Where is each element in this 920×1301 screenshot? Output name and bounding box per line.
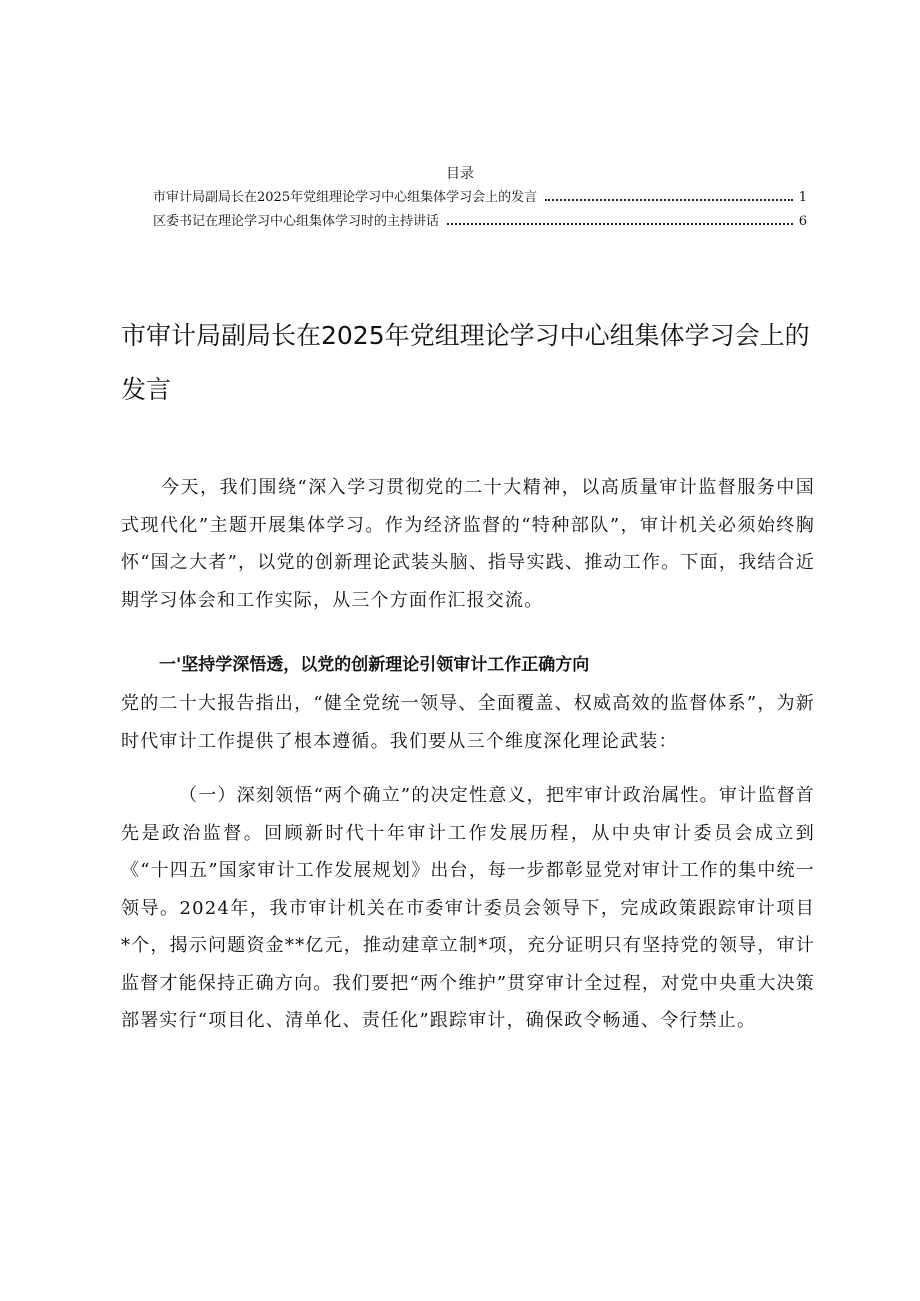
- toc-title: 目录: [446, 166, 474, 182]
- section-heading: 一'坚持学深悟透，以党的创新理论引领审计工作正确方向: [159, 655, 590, 675]
- toc-entry-text: 区委书记在理论学习中心组集体学习时的主持讲话: [153, 214, 440, 229]
- document-title: 市审计局副局长在2025年党组理论学习中心组集体学习会上的发言: [121, 321, 810, 404]
- section-paragraph: 党的二十大报告指出，“健全党统一领导、全面覆盖、权威高效的监督体系”，为新时代审计工作提供了根本遵循。我们要从三个维度深化理论武装：: [121, 693, 815, 752]
- toc-entry[interactable]: [153, 212, 807, 232]
- toc-leader-dots: [447, 222, 793, 225]
- toc-entry-page: 1: [798, 190, 807, 205]
- toc-leader-dots: [545, 198, 793, 201]
- point-one-paragraph: （一）深刻领悟“两个确立”的决定性意义，把牢审计政治属性。审计监督首先是政治监督。回顾新时代十年审计工作发展历程，从中央审计委员会成立到《“十四五”国家审计工作发展规划》出台，每一步都彰显党对审计工作的集中统一领导。2024年，我市审计机关在市委审计委员会领导下，完成政策跟踪审计项目*个，揭示问题资金**亿元，推动建章立制*项，充分证明只有坚持党的领导，审计监督才能保持正确方向。我们要把“两个维护”贯穿审计全过程，对党中央重大决策部署实行“项目化、清单化、责任化”跟踪审计，确保政令畅通、令行禁止。: [121, 785, 815, 1031]
- toc-entry-text: 市审计局副局长在2025年党组理论学习中心组集体学习会上的发言: [153, 190, 538, 205]
- toc-entry-page: 6: [798, 214, 807, 229]
- intro-paragraph: 今天，我们围绕“深入学习贯彻党的二十大精神，以高质量审计监督服务中国式现代化”主题开展集体学习。作为经济监督的“特种部队”，审计机关必须始终胸怀“国之大者”，以党的创新理论武装头脑、指导实践、推动工作。下面，我结合近期学习体会和工作实际，从三个方面作汇报交流。: [121, 477, 815, 611]
- toc-entry[interactable]: [153, 188, 807, 208]
